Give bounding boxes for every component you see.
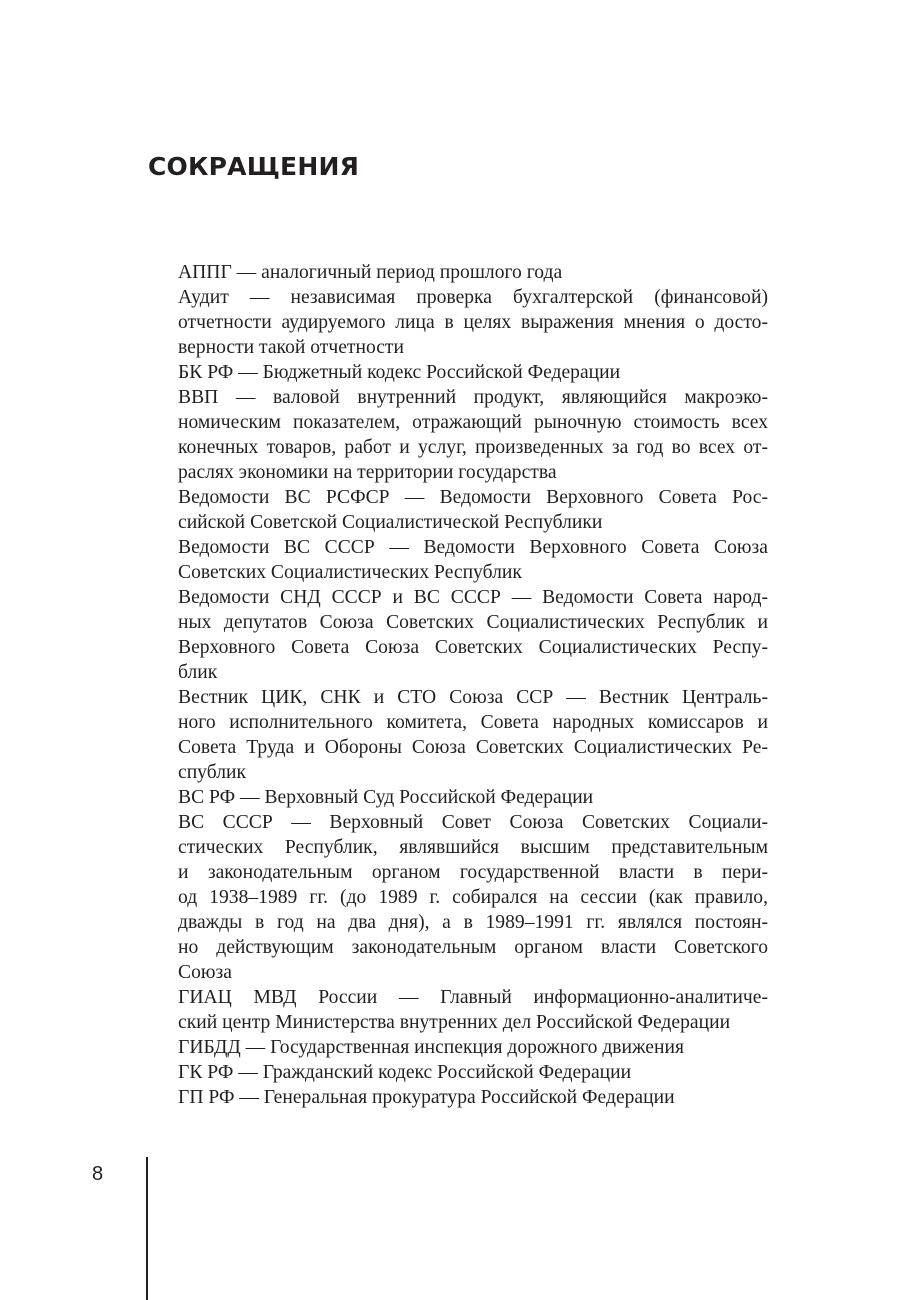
abbreviation-entry (148, 810, 768, 985)
entry-line: ГИБДД — Государственная инспекция дорожного движения (178, 1037, 684, 1058)
entry-line: верности такой отчетности (178, 337, 404, 358)
abbreviation-entry (148, 360, 768, 385)
abbreviation-entry (148, 585, 768, 685)
abbreviation-entry (148, 785, 768, 810)
entry-line: конечных товаров, работ и услуг, произведенных за год во всех от- (178, 437, 768, 458)
entry-line: но действующим законодательным органом власти Советского (178, 937, 768, 958)
entry-line: ВС РФ — Верховный Суд Российской Федерации (178, 787, 594, 808)
abbreviation-entry (148, 1035, 768, 1060)
entry-line: Совета Труда и Обороны Союза Советских Социалистических Ре- (178, 737, 768, 758)
entry-line: АППГ — аналогичный период прошлого года (178, 262, 563, 283)
entry-line: номическим показателем, отражающий рыночную стоимость всех (178, 412, 768, 433)
page-title: СОКРАЩЕНИЯ (148, 152, 360, 181)
entry-line: раслях экономики на территории государства (178, 462, 557, 483)
abbreviation-entry (148, 1060, 768, 1085)
abbreviation-entry (148, 985, 768, 1035)
entry-line: Ведомости ВС РСФСР — Ведомости Верховного Совета Рос- (178, 487, 768, 508)
entry-line: БК РФ — Бюджетный кодекс Российской Федерации (178, 362, 621, 383)
entry-line: Союза (178, 962, 232, 983)
entry-line: ский центр Министерства внутренних дел Российской Федерации (178, 1012, 731, 1033)
page-number: 8 (92, 1163, 104, 1185)
entry-line: ных депутатов Союза Советских Социалистических Республик и (178, 612, 768, 633)
entry-line: ГК РФ — Гражданский кодекс Российской Федерации (178, 1062, 632, 1083)
abbreviation-entry (148, 385, 768, 485)
entry-line: Ведомости СНД СССР и ВС СССР — Ведомости Совета народ- (178, 587, 768, 608)
entry-line: од 1938–1989 гг. (до 1989 г. собирался на сессии (как правило, (178, 887, 768, 908)
abbreviation-entry (148, 1085, 768, 1110)
entry-line: ВВП — валовой внутренний продукт, являющийся макроэко- (178, 387, 768, 408)
entry-line: Аудит — независимая проверка бухгалтерской (финансовой) (178, 287, 768, 308)
entry-line: спублик (178, 762, 246, 783)
entry-line: Ведомости ВС СССР — Ведомости Верховного Совета Союза (178, 537, 768, 558)
entry-line: ГП РФ — Генеральная прокуратура Российской Федерации (178, 1087, 675, 1108)
entry-line: дважды в год на два дня), а в 1989–1991 гг. являлся постоян- (178, 912, 768, 933)
entry-line: Вестник ЦИК, СНК и СТО Союза ССР — Вестник Централь- (178, 687, 768, 708)
entry-line: стических Республик, являвшийся высшим представительным (178, 837, 768, 858)
entry-line: ного исполнительного комитета, Совета народных комиссаров и (178, 712, 768, 733)
abbreviation-entry (148, 485, 768, 535)
abbreviations-list (148, 260, 768, 1110)
entry-line: ВС СССР — Верховный Совет Союза Советских Социали- (178, 812, 768, 833)
abbreviation-entry (148, 535, 768, 585)
entry-line: сийской Советской Социалистической Республики (178, 512, 603, 533)
abbreviation-entry (148, 285, 768, 360)
entry-line: Советских Социалистических Республик (178, 562, 522, 583)
entry-line: ГИАЦ МВД России — Главный информационно-аналитиче- (178, 987, 768, 1008)
abbreviation-entry (148, 685, 768, 785)
margin-rule (146, 1157, 148, 1300)
entry-line: блик (178, 662, 218, 683)
entry-line: отчетности аудируемого лица в целях выражения мнения о досто- (178, 312, 768, 333)
entry-line: и законодательным органом государственной власти в пери- (178, 862, 768, 883)
abbreviation-entry (148, 260, 768, 285)
entry-line: Верховного Совета Союза Советских Социалистических Респу- (178, 637, 768, 658)
